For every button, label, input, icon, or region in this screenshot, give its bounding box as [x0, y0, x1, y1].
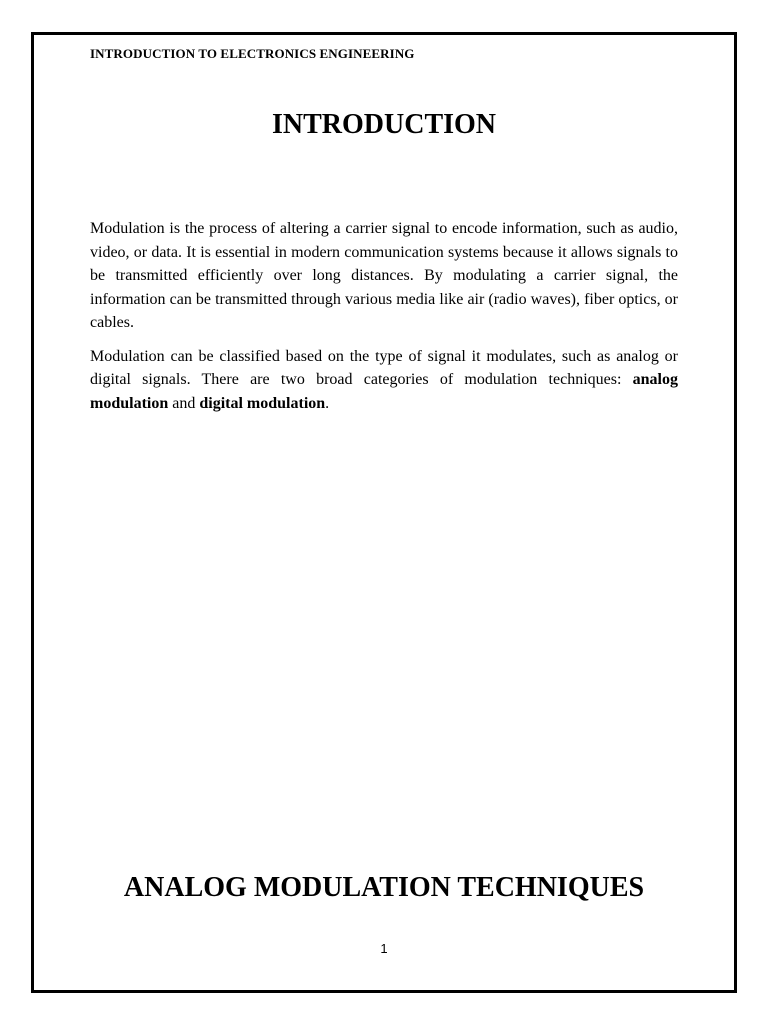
paragraph-2-text-middle: and — [168, 394, 200, 412]
page-title: INTRODUCTION — [271, 109, 497, 140]
section-heading: ANALOG MODULATION TECHNIQUES — [123, 872, 645, 903]
paragraph-2-text-end: . — [325, 394, 330, 412]
bold-term-analog-modulation: analog modulation — [90, 371, 678, 412]
body-text — [90, 217, 678, 425]
paragraph-2 — [90, 345, 678, 416]
paragraph-2-text-start: Modulation can be classified based on the type of signal it modulates, such as analog or digital signals. There are two broad categories of modulation techniques: — [90, 347, 678, 388]
running-header: INTRODUCTION TO ELECTRONICS ENGINEERING — [90, 46, 415, 61]
bold-term-digital-modulation: digital modulation — [199, 394, 326, 412]
page-border — [31, 32, 737, 993]
page-number: 1 — [380, 941, 388, 956]
paragraph-1: Modulation is the process of altering a carrier signal to encode information, such as audio, video, or data. It is essential in modern communication systems because it allows signals to be transmitted efficiently over long distances. By modulating a carrier signal, the information can be transmitted through various media like air (radio waves), fiber optics, or cables. — [90, 220, 678, 331]
